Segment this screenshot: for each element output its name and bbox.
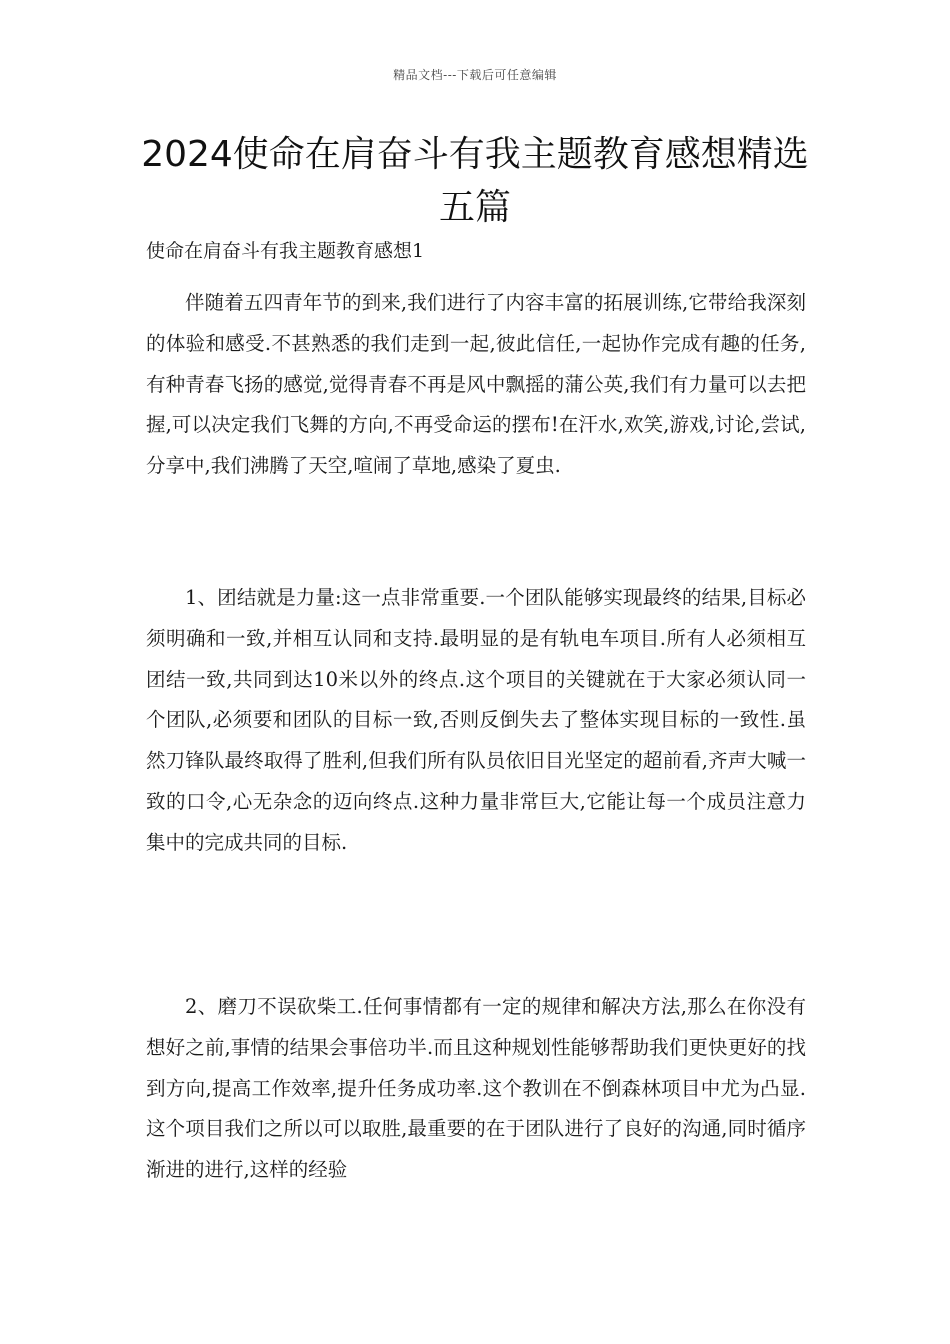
paragraph-point-1: 1、团结就是力量:这一点非常重要.一个团队能够实现最终的结果,目标必须明确和一致,并相互认同和支持.最明显的是有轨电车项目.所有人必须相互团结一致,共同到达10米以外的终点.这个项目的关键就在于大家必须认同一个团队,必须要和团队的目标一致,否则反倒失去了整体实现目标的一致性.虽然刀锋队最终取得了胜利,但我们所有队员依旧目光坚定的超前看,齐声大喊一致的口令,心无杂念的迈向终点.这种力量非常巨大,它能让每一个成员注意力集中的完成共同的目标. bbox=[146, 586, 806, 854]
section-heading: 使命在肩奋斗有我主题教育感想1 bbox=[146, 240, 425, 262]
paragraph-intro: 伴随着五四青年节的到来,我们进行了内容丰富的拓展训练,它带给我深刻的体验和感受.不甚熟悉的我们走到一起,彼此信任,一起协作完成有趣的任务,有种青春飞扬的感觉,觉得青春不再是风中飘摇的蒲公英,我们有力量可以去把握,可以决定我们飞舞的方向,不再受命运的摆布!在汗水,欢笑,游戏,讨论,尝试,分享中,我们沸腾了天空,喧闹了草地,感染了夏虫. bbox=[146, 291, 806, 478]
paragraph-point-2: 2、磨刀不误砍柴工.任何事情都有一定的规律和解决方法,那么在你没有想好之前,事情的结果会事倍功半.而且这种规划性能够帮助我们更快更好的找到方向,提高工作效率,提升任务成功率.这个教训在不倒森林项目中尤为凸显.这个项目我们之所以可以取胜,最重要的在于团队进行了良好的沟通,同时循序渐进的进行,这样的经验 bbox=[146, 995, 806, 1182]
document-title: 2024使命在肩奋斗有我主题教育感想精选五篇 bbox=[141, 134, 809, 228]
header-note: 精品文档---下载后可任意编辑 bbox=[393, 68, 557, 82]
